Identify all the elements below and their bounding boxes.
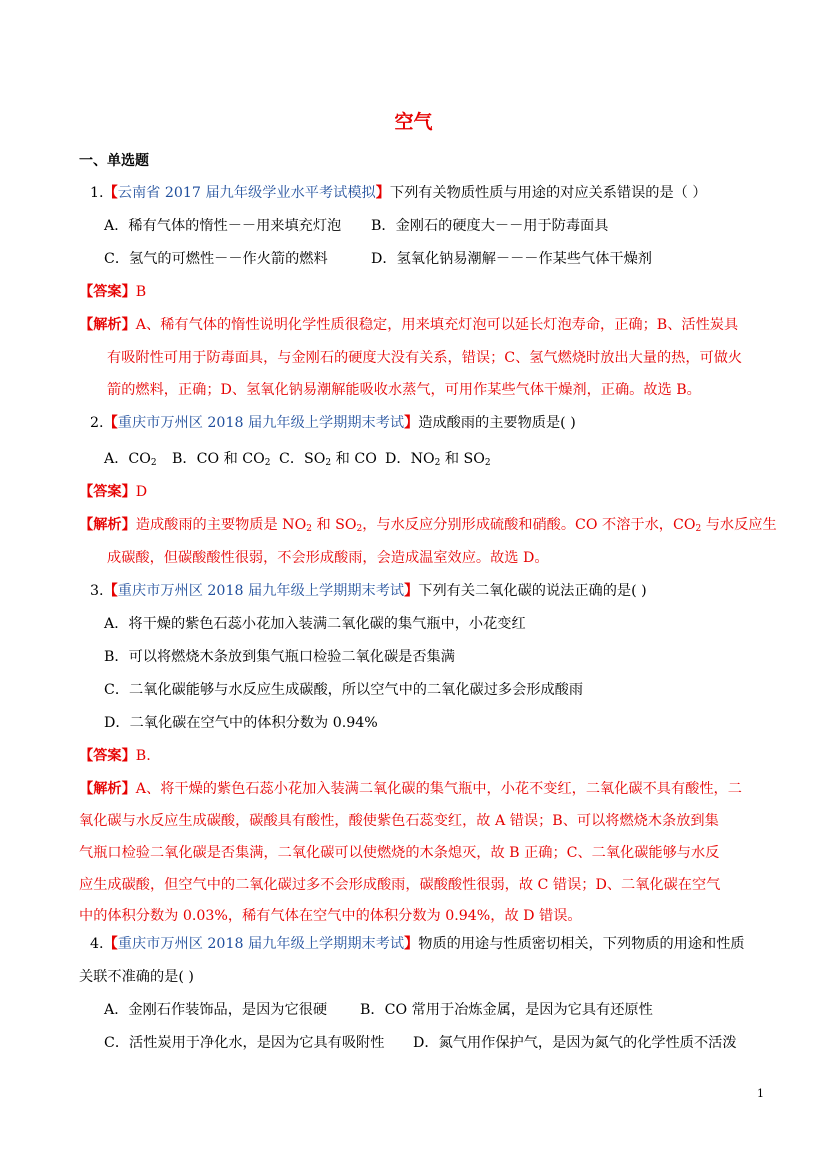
answer-value: B. [135, 748, 151, 764]
option-d: D．二氧化碳在空气中的体积分数为 0.94% [104, 715, 378, 731]
source-bracket-left: 【 [103, 185, 118, 201]
analysis-2-line-1: 【解析】造成酸雨的主要物质是 $NO_2$ 和 $SO_2$，与水反应分别形成硫酸和硝酸。CO 不溶于水，$CO_2$ 与水反应生 [79, 517, 777, 534]
option-b: B．金刚石的硬度大－－用于防毒面具 [371, 218, 609, 234]
question-text: 下列有关二氧化碳的说法正确的是( ) [418, 583, 647, 599]
answer-value: D [135, 484, 148, 500]
question-3-stem [90, 581, 647, 601]
question-source: 重庆市万州区 2018 届九年级上学期期末考试 [117, 415, 405, 431]
analysis-1-line-1 [79, 315, 738, 335]
option-b: B．CO 常用于冶炼金属，是因为它具有还原性 [360, 1002, 653, 1018]
analysis-2-line-2: 成碳酸，但碳酸酸性很弱，不会形成酸雨，会造成温室效应。故选 D。 [107, 550, 549, 566]
option-d: D．氮气用作保护气，是因为氮气的化学性质不活泼 [413, 1035, 737, 1051]
source-bracket-right: 】 [404, 583, 419, 599]
question-1-stem [90, 183, 707, 203]
source-bracket-right: 】 [404, 415, 419, 431]
analysis-3-line-3: 气瓶口检验二氧化碳是否集满，二氧化碳可以使燃烧的木条熄灭，故 B 正确；C、二氧化碳能够与水反 [79, 845, 720, 861]
answer-value: B [135, 284, 147, 300]
question-number: 2. [90, 415, 104, 431]
option-c: C．活性炭用于净化水，是因为它具有吸附性 [104, 1035, 385, 1051]
option-a: A．将干燥的紫色石蕊小花加入装满二氧化碳的集气瓶中，小花变红 [104, 616, 526, 632]
option-c: C．二氧化碳能够与水反应生成碳酸，所以空气中的二氧化碳过多会形成酸雨 [104, 682, 584, 698]
analysis-3-line-2: 氧化碳与水反应生成碳酸，碳酸具有酸性，酸使紫色石蕊变红，故 A 错误；B、可以将燃烧木条放到集 [79, 813, 719, 829]
option-b: B．可以将燃烧木条放到集气瓶口检验二氧化碳是否集满 [104, 649, 455, 665]
question-4-stem [90, 934, 745, 954]
question-text: 下列有关物质性质与用途的对应关系错误的是（ ） [389, 185, 707, 201]
analysis-3-line-1 [79, 779, 742, 799]
question-number: 1. [90, 185, 104, 201]
analysis-1-line-2: 有吸附性可用于防毒面具，与金刚石的硬度大没有关系，错误；C、氢气燃烧时放出大量的热，可做火 [107, 350, 743, 366]
source-bracket-right: 】 [404, 936, 419, 952]
question-text: 造成酸雨的主要物质是( ) [418, 415, 576, 431]
source-bracket-right: 】 [375, 185, 390, 201]
source-bracket-left: 【 [103, 415, 118, 431]
analysis-text: A、将干燥的紫色石蕊小花加入装满二氧化碳的集气瓶中，小花不变红，二氧化碳不具有酸性，二 [135, 781, 742, 797]
page-title: 空气 [394, 111, 433, 133]
question-source: 云南省 2017 届九年级学业水平考试模拟 [117, 185, 376, 201]
analysis-3-line-4: 应生成碳酸，但空气中的二氧化碳过多不会形成酸雨，碳酸酸性很弱，故 C 错误；D、二氧化碳在空气 [79, 877, 721, 893]
question-2-stem [90, 413, 576, 433]
answer-label: 【答案】 [79, 748, 136, 764]
question-source: 重庆市万州区 2018 届九年级上学期期末考试 [117, 936, 405, 952]
option-b: B．CO 和 $CO_2$ [172, 451, 271, 468]
option-c: C．$SO_2$ 和 CO [279, 451, 377, 468]
question-source: 重庆市万州区 2018 届九年级上学期期末考试 [117, 583, 405, 599]
analysis-3-line-5: 中的体积分数为 0.03%，稀有气体在空气中的体积分数为 0.94%，故 D 错误。 [79, 908, 582, 924]
question-number: 4. [90, 936, 104, 952]
option-a: A．$CO_2$ [104, 451, 157, 468]
answer-1 [79, 282, 146, 302]
answer-label: 【答案】 [79, 484, 136, 500]
question-4-stem-line-2: 关联不准确的是( ) [79, 969, 194, 985]
option-a: A．金刚石作装饰品，是因为它很硬 [104, 1002, 328, 1018]
analysis-label: 【解析】 [79, 517, 136, 533]
source-bracket-left: 【 [103, 936, 118, 952]
answer-2 [79, 482, 147, 502]
source-bracket-left: 【 [103, 583, 118, 599]
section-heading: 一、单选题 [79, 153, 149, 169]
option-d: D．$NO_2$ 和 $SO_2$ [385, 451, 491, 468]
option-c: C．氢气的可燃性－－作火箭的燃料 [104, 251, 328, 267]
option-a: A．稀有气体的惰性－－用来填充灯泡 [104, 218, 342, 234]
answer-3 [79, 746, 151, 766]
analysis-1-line-3: 箭的燃料，正确；D、氢氧化钠易潮解能吸收水蒸气，可用作某些气体干燥剂，正确。故选 B。 [107, 382, 701, 398]
question-text: 物质的用途与性质密切相关，下列物质的用途和性质 [418, 936, 745, 952]
analysis-label: 【解析】 [79, 781, 136, 797]
answer-label: 【答案】 [79, 284, 136, 300]
option-d: D．氢氧化钠易潮解－－－作某些气体干燥剂 [371, 251, 652, 267]
question-number: 3. [90, 583, 104, 599]
analysis-label: 【解析】 [79, 317, 136, 333]
page-number: 1 [757, 1087, 764, 1100]
analysis-text: A、稀有气体的惰性说明化学性质很稳定，用来填充灯泡可以延长灯泡寿命，正确；B、活性炭具 [135, 317, 739, 333]
